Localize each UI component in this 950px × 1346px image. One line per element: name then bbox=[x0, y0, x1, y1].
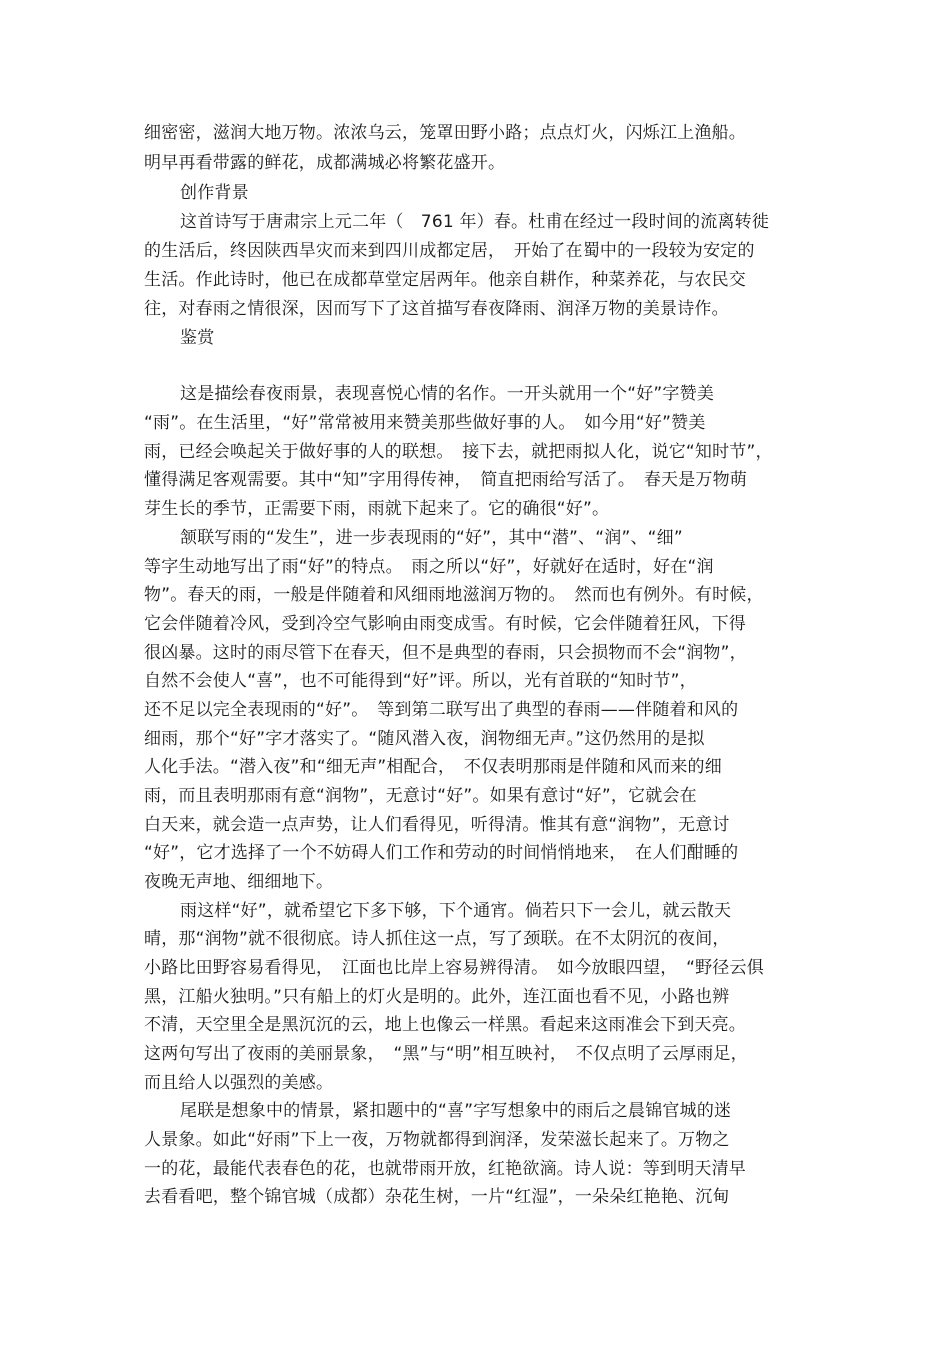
text-line: 的生活后，终因陕西旱灾而来到四川成都定居， 开始了在蜀中的一段较为安定的 bbox=[144, 241, 755, 261]
text-line: 它会伴随着冷风，受到冷空气影响由雨变成雪。有时候，它会伴随着狂风，下得 bbox=[144, 614, 746, 634]
section-heading-background: 创作背景 bbox=[180, 183, 249, 203]
text-line: “好”，它才选择了一个不妨碍人们工作和劳动的时间悄悄地来， 在人们酣睡的 bbox=[144, 843, 739, 863]
text-line: 很凶暴。这时的雨尽管下在春天，但不是典型的春雨，只会损物而不会“润物”， bbox=[144, 643, 747, 663]
text-line: 白天来，就会造一点声势，让人们看得见，听得清。惟其有意“润物”，无意讨 bbox=[144, 815, 730, 835]
text-line: 不清，天空里全是黑沉沉的云，地上也像云一样黑。看起来这雨准会下到天亮。 bbox=[144, 1015, 746, 1035]
text-line: 生活。作此诗时，他已在成都草堂定居两年。他亲自耕作，种菜养花，与农民交 bbox=[144, 270, 746, 290]
text-line: 雨，已经会唤起关于做好事的人的联想。 接下去，就把雨拟人化，说它“知时节”， bbox=[144, 442, 773, 462]
text-line: 晴，那“润物”就不很彻底。诗人抓住这一点，写了颈联。在不太阴沉的夜间， bbox=[144, 929, 730, 949]
section-heading-appreciation: 鉴赏 bbox=[180, 328, 215, 348]
text-line: 去看看吧，整个锦官城（成都）杂花生树，一片“红湿”，一朵朵红艳艳、沉甸 bbox=[144, 1187, 730, 1207]
text-line: 这两句写出了夜雨的美丽景象， “黑”与“明”相互映衬， 不仅点明了云厚雨足， bbox=[144, 1044, 748, 1064]
text-line: “雨”。在生活里，“好”常常被用来赞美那些做好事的人。 如今用“好”赞美 bbox=[144, 413, 706, 433]
text-line: 这首诗写于唐肃宗上元二年（ 761 年）春。杜甫在经过一段时间的流离转徙 bbox=[180, 212, 770, 232]
text-line: 往，对春雨之情很深，因而写下了这首描写春夜降雨、润泽万物的美景诗作。 bbox=[144, 299, 729, 319]
text-line: 雨，而且表明那雨有意“润物”，无意讨“好”。如果有意讨“好”，它就会在 bbox=[144, 786, 697, 806]
text-line: 明早再看带露的鲜花，成都满城必将繁花盛开。 bbox=[144, 153, 506, 173]
text-line: 颔联写雨的“发生”，进一步表现雨的“好”，其中“潜”、“润”、“细” bbox=[180, 528, 683, 548]
text-line: 细密密，滋润大地万物。浓浓乌云，笼罩田野小路；点点灯火，闪烁江上渔船。 bbox=[144, 123, 746, 143]
text-line: 等字生动地写出了雨“好”的特点。 雨之所以“好”，好就好在适时，好在“润 bbox=[144, 557, 714, 577]
text-line: 夜晚无声地、细细地下。 bbox=[144, 872, 334, 892]
text-line: 人化手法。“潜入夜”和“细无声”相配合， 不仅表明那雨是伴随和风而来的细 bbox=[144, 757, 722, 777]
text-line: 黑，江船火独明。”只有船上的灯火是明的。此外，连江面也看不见，小路也辨 bbox=[144, 987, 730, 1007]
text-line: 这是描绘春夜雨景，表现喜悦心情的名作。一开头就用一个“好”字赞美 bbox=[180, 384, 715, 404]
text-line: 人景象。如此“好雨”下上一夜，万物就都得到润泽，发荣滋长起来了。万物之 bbox=[144, 1130, 730, 1150]
text-line: 芽生长的季节，正需要下雨，雨就下起来了。它的确很“好”。 bbox=[144, 499, 610, 519]
text-line: 而且给人以强烈的美感。 bbox=[144, 1073, 334, 1093]
text-line: 雨这样“好”，就希望它下多下够，下个通宵。倘若只下一会儿，就云散天 bbox=[180, 901, 732, 921]
text-line: 自然不会使人“喜”，也不可能得到“好”评。所以，光有首联的“知时节”， bbox=[144, 671, 697, 691]
text-line: 尾联是想象中的情景，紧扣题中的“喜”字写想象中的雨后之晨锦官城的迷 bbox=[180, 1101, 732, 1121]
text-line: 一的花，最能代表春色的花，也就带雨开放，红艳欲滴。诗人说：等到明天清早 bbox=[144, 1159, 746, 1179]
text-line: 物”。春天的雨，一般是伴随着和风细雨地滋润万物的。 然而也有例外。有时候， bbox=[144, 585, 764, 605]
text-line: 还不足以完全表现雨的“好”。 等到第二联写出了典型的春雨——伴随着和风的 bbox=[144, 700, 739, 720]
text-line: 懂得满足客观需要。其中“知”字用得传神， 简直把雨给写活了。 春天是万物萌 bbox=[144, 470, 748, 490]
text-line: 小路比田野容易看得见， 江面也比岸上容易辨得清。 如今放眼四望， “野径云俱 bbox=[144, 958, 764, 978]
text-line: 细雨，那个“好”字才落实了。“随风潜入夜，润物细无声。”这仍然用的是拟 bbox=[144, 729, 705, 749]
